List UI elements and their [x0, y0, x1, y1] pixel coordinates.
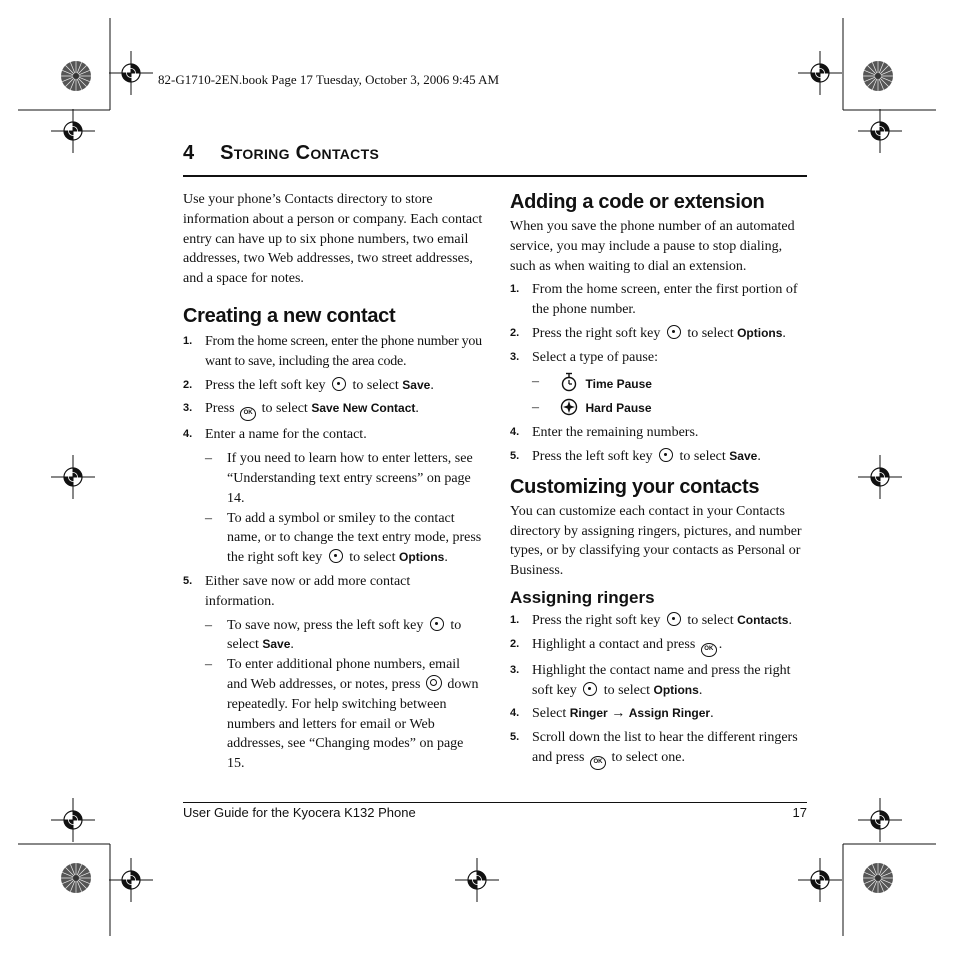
chapter-title: Storing Contacts [220, 142, 380, 164]
step-text: Select a type of pause: [532, 349, 658, 365]
soft-key-icon [659, 448, 673, 462]
list-item [183, 332, 483, 372]
list-item [510, 423, 808, 443]
step-text: to select one. [611, 749, 685, 765]
list-item [510, 661, 808, 701]
dash: – [205, 657, 212, 673]
ui-term: Contacts [737, 612, 789, 627]
sub-text: to select [349, 550, 396, 566]
punctuation: . [788, 612, 792, 628]
step-text: to select [687, 325, 734, 341]
step-text: Highlight the contact name and press the right soft key [532, 662, 791, 698]
nav-key-icon [426, 675, 442, 691]
step-number: 2. [510, 637, 520, 650]
ui-term: Options [653, 682, 699, 697]
dash: – [532, 400, 539, 416]
ui-term: Save [402, 377, 431, 392]
chapter-rule [183, 175, 807, 177]
chapter-header [183, 142, 379, 165]
ui-term: Save [729, 448, 758, 463]
step-number: 3. [510, 350, 520, 363]
soft-key-icon [430, 617, 444, 631]
step-number: 2. [183, 378, 193, 391]
step-text: Enter a name for the contact. [205, 427, 367, 443]
dash: – [205, 451, 212, 467]
footer-title: User Guide for the Kyocera K132 Phone [183, 805, 416, 820]
step-number: 4. [510, 426, 520, 439]
sub-text: To add a symbol or smiley to the contact name, or to change the text entry mode, press the right soft key [227, 510, 482, 566]
hard-pause-icon [560, 398, 578, 416]
ok-key-icon: OK [590, 756, 606, 770]
chapter-number: 4 [183, 142, 195, 164]
list-item [183, 376, 483, 396]
sub-item [205, 449, 483, 508]
soft-key-icon [667, 612, 681, 626]
customizing-intro-paragraph: You can customize each contact in your Contacts directory by assigning ringers, pictures, and number types, or by classifying your contacts as Personal or Business. [510, 503, 802, 579]
soft-key-icon [667, 325, 681, 339]
step-number: 3. [183, 402, 193, 415]
step-number: 2. [510, 326, 520, 339]
sub-text: to select [227, 617, 462, 653]
ui-term: Save [262, 637, 291, 652]
time-pause-label: Time Pause [585, 376, 652, 391]
left-column [183, 190, 483, 774]
step-text: Press the right soft key [532, 325, 661, 341]
soft-key-icon [329, 549, 343, 563]
step-text: Press the right soft key [532, 612, 661, 628]
step-text: to select [679, 448, 726, 464]
list-item [510, 348, 808, 368]
step-text: Either save now or add more contact information. [205, 573, 411, 609]
ok-key-icon: OK [701, 643, 717, 657]
step-number: 4. [510, 707, 520, 720]
sub-item [205, 655, 483, 774]
list-item [510, 280, 808, 320]
punctuation: . [444, 550, 448, 566]
punctuation: . [718, 636, 723, 652]
step-text: Enter the remaining numbers. [532, 425, 699, 441]
sub-item [205, 509, 483, 568]
sub-text: down repeatedly. For help switching between numbers and letters for email or Web addresses, see “Changing modes” on page 15. [227, 676, 479, 772]
punctuation: . [430, 377, 434, 393]
step-text: Press [205, 401, 235, 417]
list-item [510, 704, 808, 724]
step-number: 1. [183, 334, 193, 347]
sub-text: To save now, press the left soft key [227, 617, 424, 633]
list-item [510, 447, 808, 467]
step-text: From the home screen, enter the phone number you want to save, including the area code. [205, 333, 482, 369]
code-intro-paragraph: When you save the phone number of an automated service, you may include a pause to stop dialing, such as when waiting to dial an extension. [510, 219, 795, 274]
ok-key-icon: OK [240, 407, 256, 421]
step-text: Highlight a contact and press [532, 636, 696, 652]
step-number: 5. [510, 449, 520, 462]
step-number: 3. [510, 663, 520, 676]
list-item [183, 572, 483, 612]
list-item [183, 399, 483, 421]
heading-assigning-ringers: Assigning ringers [510, 587, 655, 607]
step-text: Scroll down the list to hear the different ringers and press [532, 730, 798, 765]
ui-term: Options [399, 550, 445, 565]
list-item [510, 728, 808, 770]
step-text: Press the left soft key [532, 448, 653, 464]
punctuation: . [782, 325, 786, 341]
dash: – [532, 373, 539, 389]
step-number: 1. [510, 613, 520, 626]
list-item [183, 425, 483, 445]
sub-item [205, 616, 483, 656]
heading-creating-contact: Creating a new contact [183, 304, 396, 327]
step-text: From the home screen, enter the first portion of the phone number. [532, 282, 798, 318]
right-column [510, 190, 808, 770]
list-item [510, 611, 808, 631]
intro-paragraph: Use your phone’s Contacts directory to store information about a person or company. Each contact entry can have up to six phone numbers, two email addresses, two Web addresses, two street addresses, and a space for notes. [183, 192, 483, 287]
step-text: to select [352, 377, 399, 393]
step-text: to select [603, 682, 650, 698]
punctuation: . [415, 401, 419, 417]
punctuation: . [710, 706, 714, 722]
step-number: 1. [510, 283, 520, 296]
step-text: Select [532, 706, 567, 722]
heading-adding-code: Adding a code or extension [510, 191, 765, 213]
heading-customizing-contacts: Customizing your contacts [510, 475, 760, 498]
step-text: to select [687, 612, 734, 628]
punctuation: . [698, 682, 703, 698]
step-text: Press the left soft key [205, 377, 326, 393]
pause-option [532, 372, 808, 395]
dash: – [205, 617, 212, 633]
step-number: 5. [183, 574, 193, 587]
soft-key-icon [583, 682, 597, 696]
ui-term: Ringer [569, 706, 608, 721]
page-number: 17 [792, 805, 807, 820]
dash: – [205, 510, 212, 526]
punctuation: . [290, 637, 294, 653]
step-number: 5. [510, 731, 520, 744]
hard-pause-label: Hard Pause [585, 401, 652, 416]
soft-key-icon [332, 377, 346, 391]
punctuation: . [757, 448, 761, 464]
ui-term: Options [737, 325, 783, 340]
footer-rule [183, 802, 807, 803]
list-item [510, 635, 808, 657]
sub-text: To enter additional phone numbers, email and Web addresses, or notes, press [227, 657, 461, 692]
arrow-icon: → [611, 706, 626, 722]
list-item [510, 324, 808, 344]
ui-term: Assign Ringer [628, 706, 711, 721]
step-text: to select [261, 401, 308, 417]
print-slug: 82-G1710-2EN.book Page 17 Tuesday, October 3, 2006 9:45 AM [158, 72, 500, 87]
sub-text: If you need to learn how to enter letters, see “Understanding text entry screens” on page 14. [227, 451, 473, 506]
step-number: 4. [183, 428, 193, 441]
pause-option [532, 398, 808, 419]
ui-term: Save New Contact [311, 401, 416, 416]
timer-icon [560, 372, 578, 392]
